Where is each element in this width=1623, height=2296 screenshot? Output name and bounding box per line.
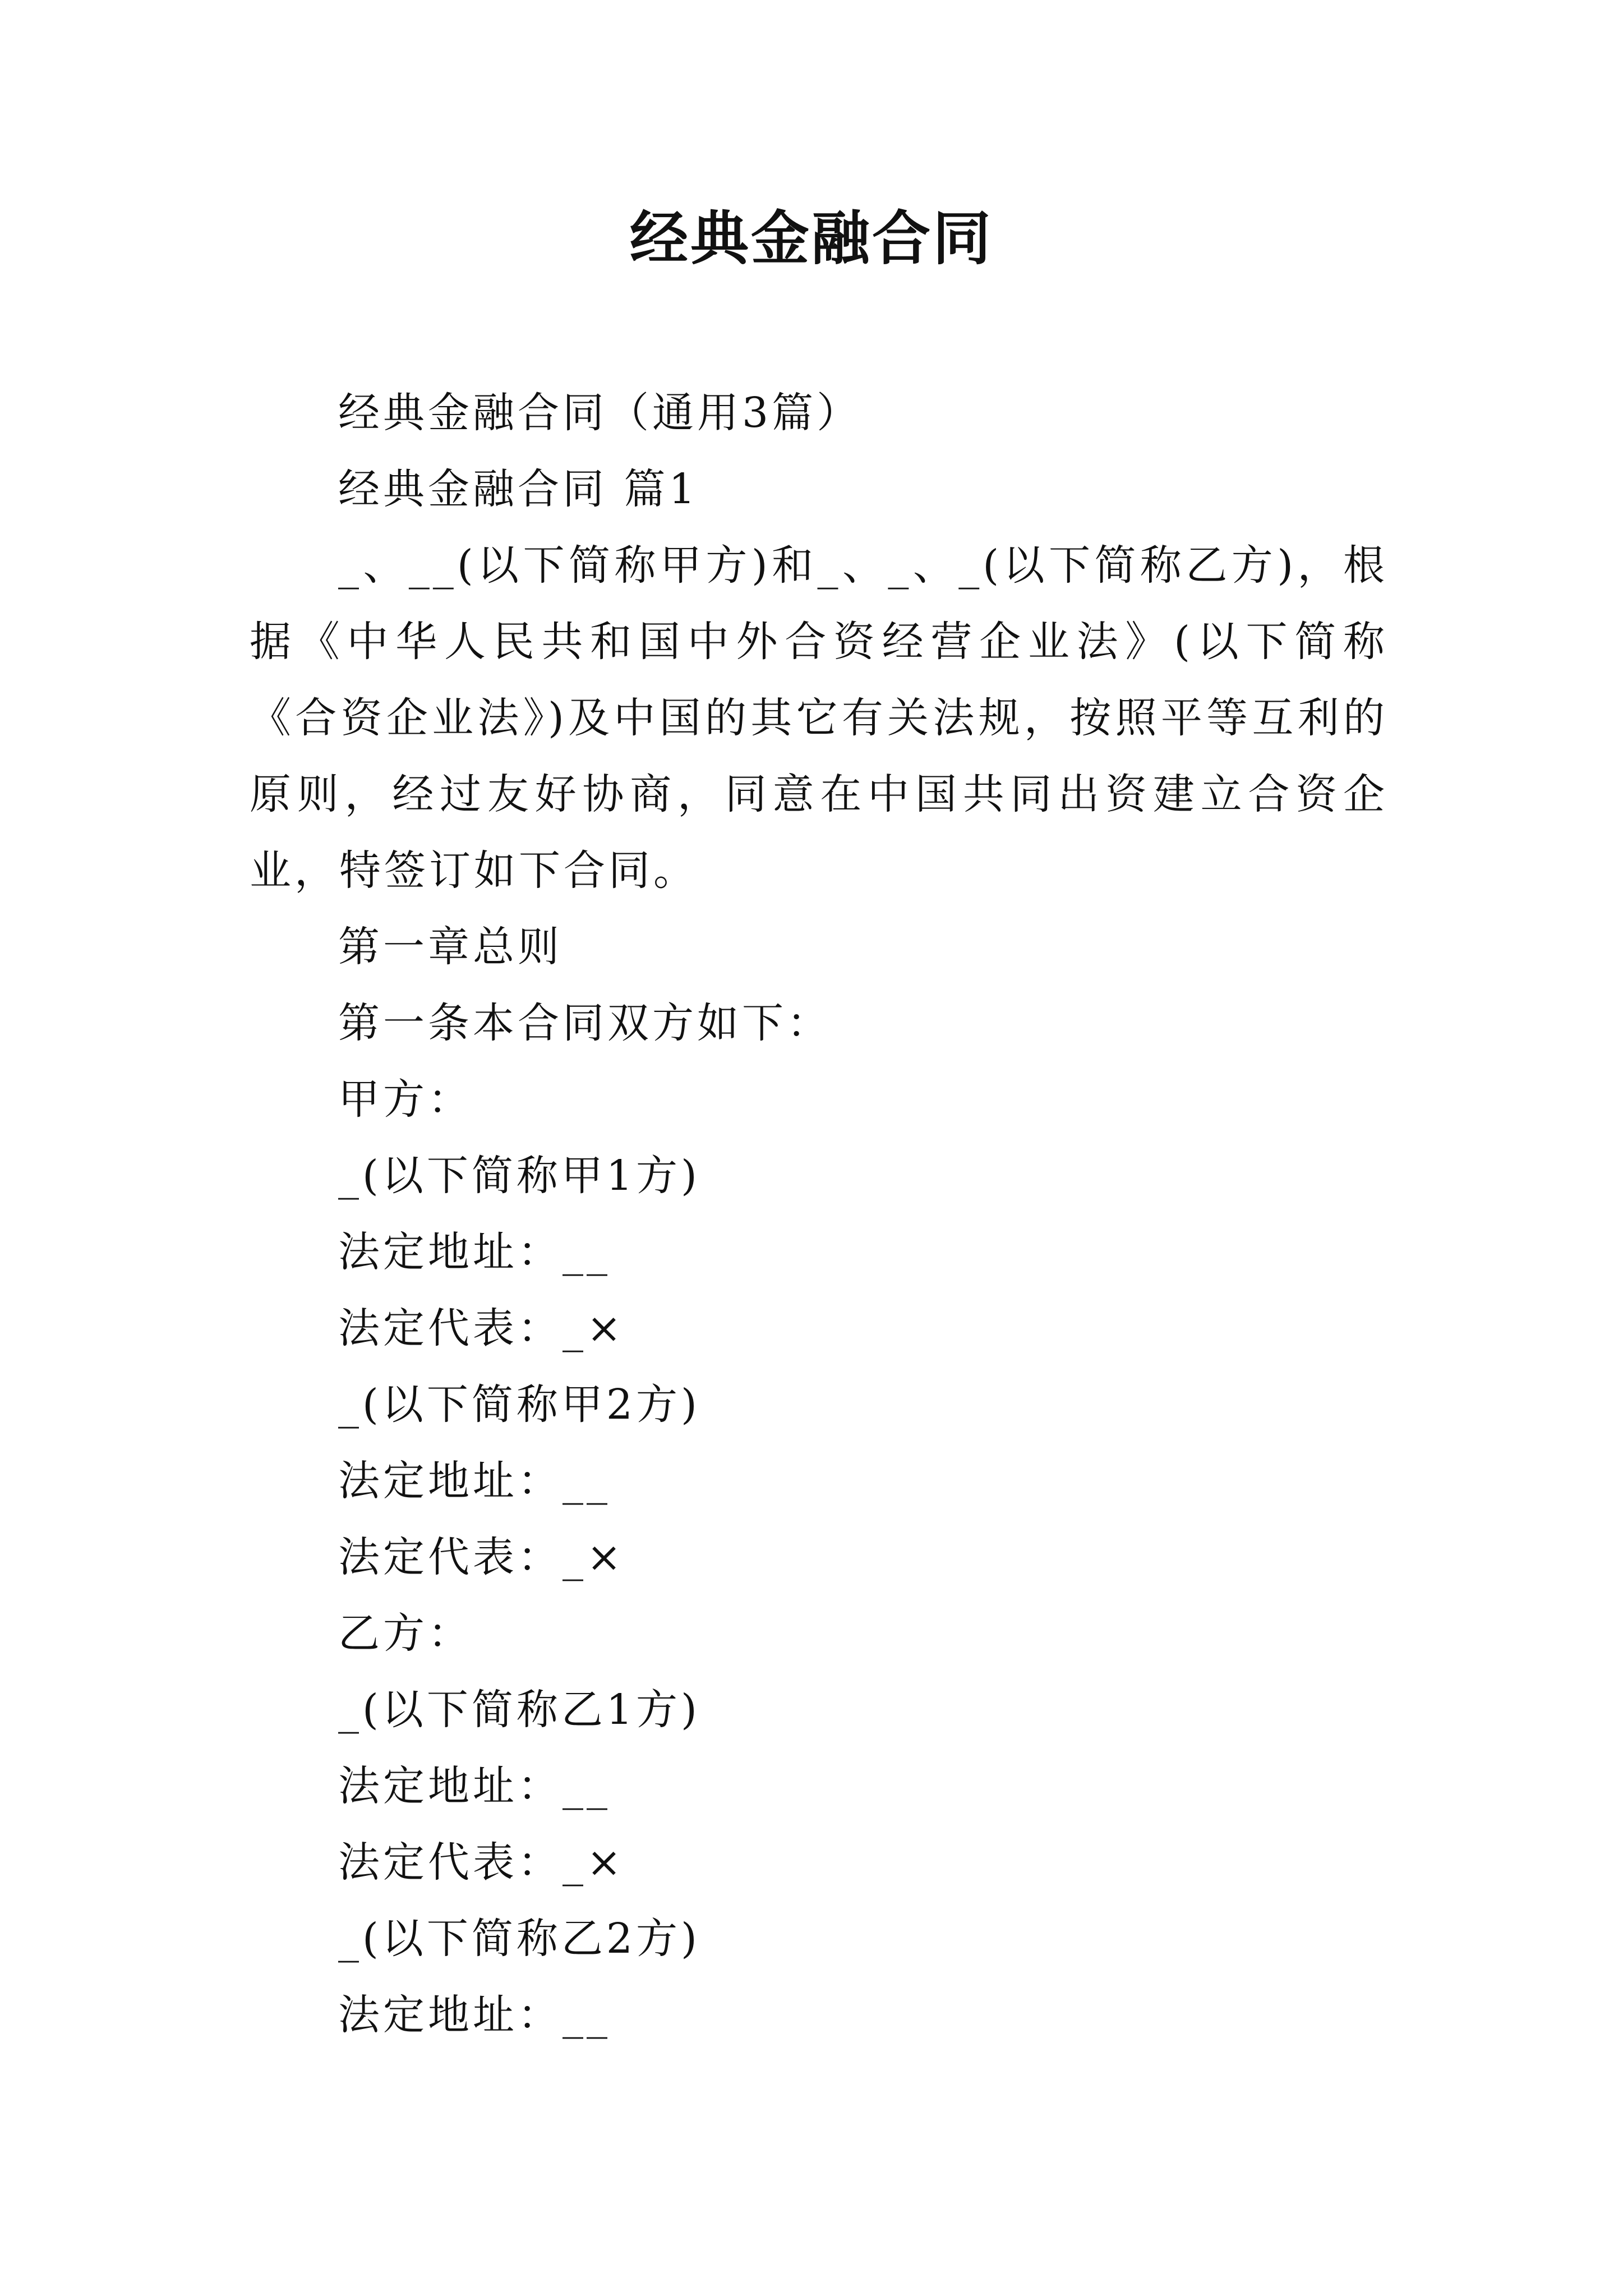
address-line: 法定地址：__ — [338, 1762, 611, 1810]
party-label: 甲方： — [338, 1075, 473, 1124]
representative-line: 法定代表：_× — [338, 1838, 625, 1887]
address-line: 法定地址：__ — [338, 1991, 611, 2039]
representative-line: 法定代表：_× — [338, 1533, 625, 1581]
party-line: _(以下简称乙2方) — [338, 1915, 700, 1963]
party-line: _(以下简称乙1方) — [338, 1686, 700, 1734]
party-label: 乙方： — [338, 1609, 473, 1658]
article-line: 第一条本合同双方如下： — [338, 999, 832, 1047]
party-line: _(以下简称甲1方) — [338, 1152, 700, 1200]
party-line: _(以下简称甲2方) — [338, 1381, 700, 1429]
document-title: 经典金融合同 — [629, 204, 993, 273]
subtitle-line: 经典金融合同（通用3篇） — [338, 389, 862, 437]
chapter-heading: 第一章总则 — [338, 923, 562, 971]
address-line: 法定地址：__ — [338, 1228, 611, 1276]
preamble-paragraph: _、__(以下简称甲方)和_、_、_(以下简称乙方)，根据《中华人民共和国中外合资经营企业法》(以下简称《合资企业法》)及中国的其它有关法规，按照平等互利的原则，经过友好协商，同意在中国共同出资建立合资企业，特签订如下合同。 — [250, 541, 1388, 895]
representative-line: 法定代表：_× — [338, 1304, 625, 1352]
section-heading: 经典金融合同 篇1 — [338, 465, 699, 513]
document-body — [250, 375, 1388, 2053]
address-line: 法定地址：__ — [338, 1457, 611, 1505]
